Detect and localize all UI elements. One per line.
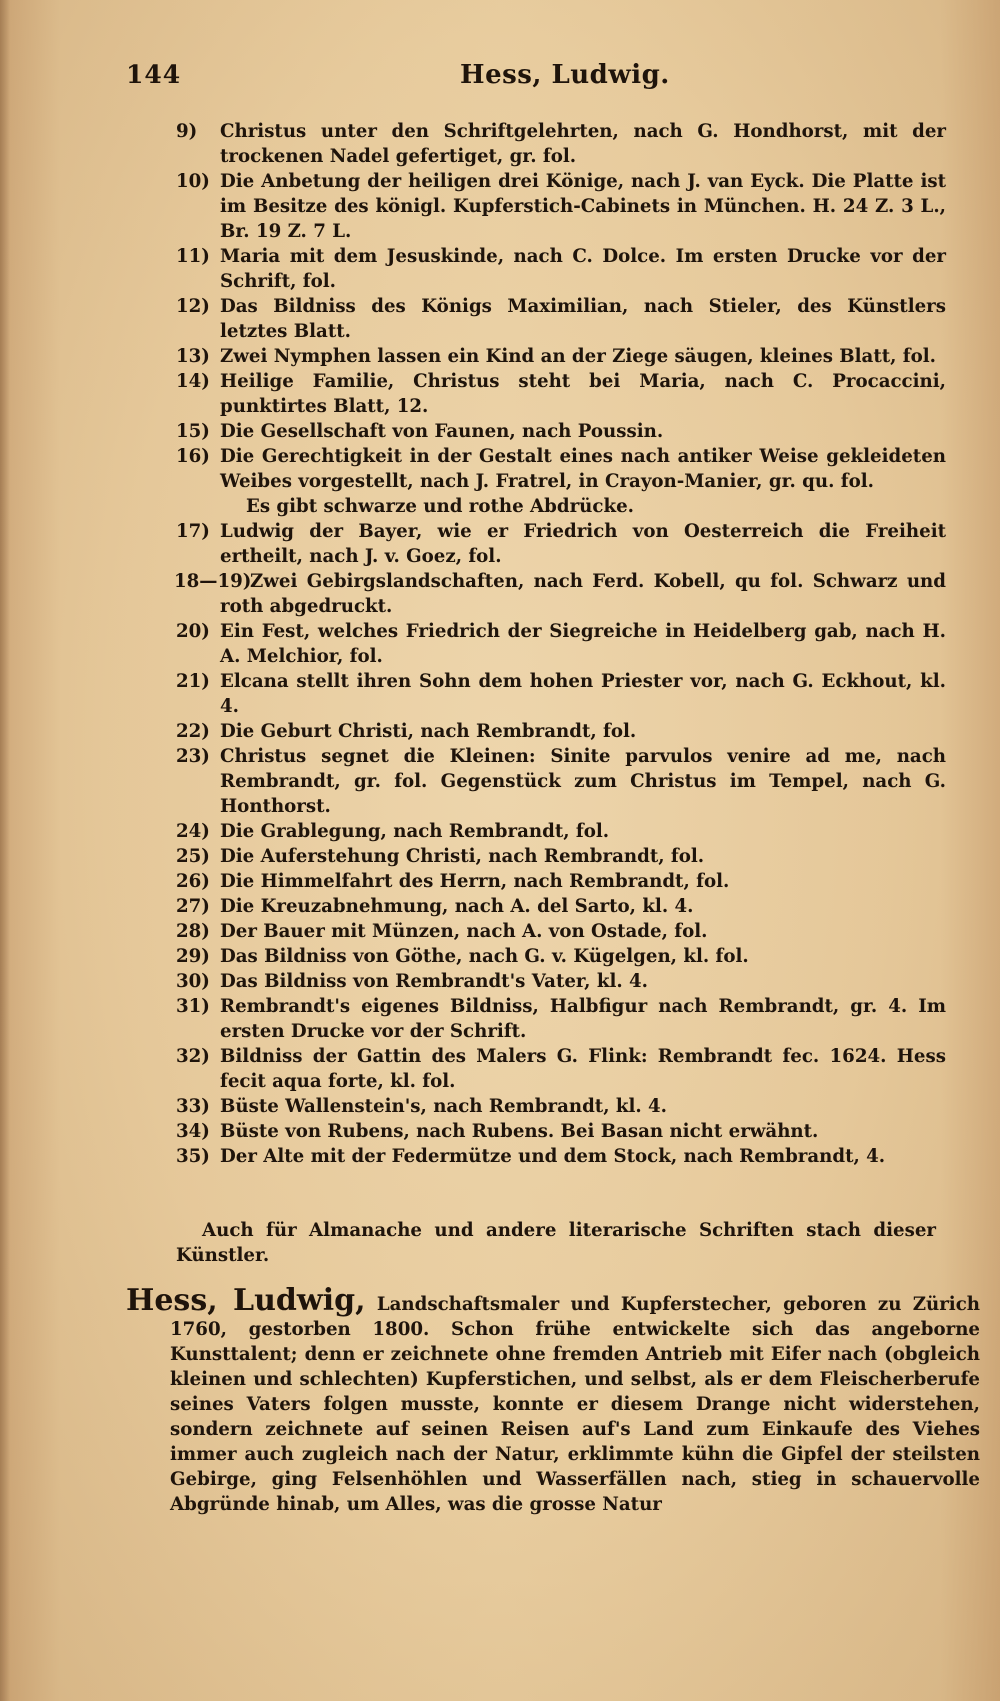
catalogue-entry bbox=[176, 369, 946, 419]
entry-text: Die Kreuzabnehmung, nach A. del Sarto, kl. 4. bbox=[220, 896, 694, 917]
entry-number: 25) bbox=[176, 846, 210, 867]
catalogue-entry bbox=[176, 1144, 946, 1169]
entry-number: 20) bbox=[176, 621, 210, 642]
entry-number: 32) bbox=[176, 1046, 210, 1067]
entry-text: Ein Fest, welches Friedrich der Siegreiche in Heidelberg gab, nach H. A. Melchior, fol. bbox=[220, 621, 946, 667]
entry-text: Die Himmelfahrt des Herrn, nach Rembrandt, fol. bbox=[220, 871, 730, 892]
running-title: Hess, Ludwig. bbox=[460, 60, 670, 90]
entry-number: 9) bbox=[176, 121, 198, 142]
catalogue-entry bbox=[176, 619, 946, 669]
entry-number: 18—19) bbox=[174, 571, 252, 592]
artist-name: Hess, Ludwig, bbox=[126, 1283, 366, 1318]
entry-text: Maria mit dem Jesuskinde, nach C. Dolce. Im ersten Drucke vor der Schrift, fol. bbox=[220, 246, 946, 292]
entry-text: Die Geburt Christi, nach Rembrandt, fol. bbox=[220, 721, 637, 742]
entry-number: 28) bbox=[176, 921, 210, 942]
entry-number: 21) bbox=[176, 671, 210, 692]
entry-number: 33) bbox=[176, 1096, 210, 1117]
entry-number: 23) bbox=[176, 746, 210, 767]
entry-text: Büste von Rubens, nach Rubens. Bei Basan nicht erwähnt. bbox=[220, 1121, 819, 1142]
catalogue-entry bbox=[176, 294, 946, 344]
entry-text: Das Bildniss von Rembrandt's Vater, kl. 4. bbox=[220, 971, 649, 992]
catalogue-entry bbox=[176, 944, 946, 969]
entry-text: Die Gesellschaft von Faunen, nach Poussin. bbox=[220, 421, 664, 442]
catalogue-entry bbox=[176, 169, 946, 244]
entry-text: Christus segnet die Kleinen: Sinite parvulos venire ad me, nach Rembrandt, gr. fol. Gegenstück zum Christus im Tempel, nach G. Honthorst. bbox=[220, 746, 946, 817]
catalogue-entry bbox=[176, 569, 946, 619]
entry-number: 15) bbox=[176, 421, 210, 442]
entry-number: 13) bbox=[176, 346, 210, 367]
catalogue-entry bbox=[176, 519, 946, 569]
entry-note: Es gibt schwarze und rothe Abdrücke. bbox=[246, 496, 634, 517]
catalogue-entry bbox=[176, 344, 946, 369]
page-number: 144 bbox=[126, 60, 182, 89]
catalogue-entry bbox=[176, 119, 946, 169]
catalogue-entry bbox=[176, 894, 946, 919]
entry-text: Zwei Nymphen lassen ein Kind an der Ziege säugen, kleines Blatt, fol. bbox=[220, 346, 936, 367]
entry-text: Büste Wallenstein's, nach Rembrandt, kl. 4. bbox=[220, 1096, 668, 1117]
catalogue-entry bbox=[176, 819, 946, 844]
entry-number: 35) bbox=[176, 1146, 210, 1167]
biography-text: Landschaftsmaler und Kupferstecher, geboren zu Zürich 1760, gestorben 1800. Schon frühe entwickelte sich das angeborne Kunsttalent; denn er zeichnete ohne fremden Antrieb mit Eifer nach (obgleich kleinen und schlechten) Kupferstichen, und selbst, als er dem Fleischerberufe seines Vaters folgen musste, konnte er diesem Drange nicht widerstehen, sondern zeichnete auf seinen Reisen auf's Land zum Einkaufe des Viehes immer auch zugleich nach der Natur, erklimmte kühn die Gipfel der steilsten Gebirge, ging Felsenhöhlen und Wasserfällen nach, stieg in schauervolle Abgründe hinab, um Alles, was die grosse Natur bbox=[170, 1294, 981, 1515]
entry-text: Christus unter den Schriftgelehrten, nach G. Hondhorst, mit der trockenen Nadel gefertiget, gr. fol. bbox=[220, 121, 946, 167]
entry-number: 24) bbox=[176, 821, 210, 842]
entry-number: 12) bbox=[176, 296, 210, 317]
entry-text: Bildniss der Gattin des Malers G. Flink: Rembrandt fec. 1624. Hess fecit aqua forte, kl. fol. bbox=[220, 1046, 946, 1092]
entry-number: 17) bbox=[176, 521, 210, 542]
catalogue-entry bbox=[176, 919, 946, 944]
entry-text: Die Gerechtigkeit in der Gestalt eines nach antiker Weise gekleideten Weibes vorgestellt, nach J. Fratrel, in Crayon-Manier, gr. qu. fol. bbox=[220, 446, 946, 492]
entry-number: 26) bbox=[176, 871, 210, 892]
catalogue-entry bbox=[176, 1094, 946, 1119]
entry-number: 30) bbox=[176, 971, 210, 992]
catalogue-entry bbox=[176, 969, 946, 994]
entry-number: 31) bbox=[176, 996, 210, 1017]
entry-text: Die Grablegung, nach Rembrandt, fol. bbox=[220, 821, 610, 842]
entry-number: 10) bbox=[176, 171, 210, 192]
biography-entry bbox=[126, 1283, 981, 1517]
catalogue-entry bbox=[176, 994, 946, 1044]
entry-number: 11) bbox=[176, 246, 210, 267]
entry-text: Das Bildniss des Königs Maximilian, nach Stieler, des Künstlers letztes Blatt. bbox=[220, 296, 946, 342]
catalogue-entry bbox=[176, 719, 946, 744]
entry-text: Die Auferstehung Christi, nach Rembrandt, fol. bbox=[220, 846, 705, 867]
catalogue-entry bbox=[176, 744, 946, 819]
closing-note: Auch für Almanache und andere literarische Schriften stach dieser Künstler. bbox=[176, 1220, 936, 1266]
entry-number: 16) bbox=[176, 446, 210, 467]
catalogue-entry bbox=[176, 444, 946, 519]
catalogue-entry bbox=[176, 869, 946, 894]
entry-number: 14) bbox=[176, 371, 210, 392]
entry-text: Das Bildniss von Göthe, nach G. v. Kügelgen, kl. fol. bbox=[220, 946, 749, 967]
catalogue-entry bbox=[176, 419, 946, 444]
page-header bbox=[126, 60, 886, 100]
entry-text: Der Alte mit der Federmütze und dem Stock, nach Rembrandt, 4. bbox=[220, 1146, 886, 1167]
entry-text: Die Anbetung der heiligen drei Könige, nach J. van Eyck. Die Platte ist im Besitze des königl. Kupferstich-Cabinets in München. H. 24 Z. 3 L., Br. 19 Z. 7 L. bbox=[220, 171, 946, 242]
entry-text: Ludwig der Bayer, wie er Friedrich von Oesterreich die Freiheit ertheilt, nach J. v. Goez, fol. bbox=[220, 521, 946, 567]
entry-text: Der Bauer mit Münzen, nach A. von Ostade, fol. bbox=[220, 921, 708, 942]
catalogue-entry bbox=[176, 844, 946, 869]
entry-text: Heilige Familie, Christus steht bei Maria, nach C. Procaccini, punktirtes Blatt, 12. bbox=[220, 371, 946, 417]
entry-text: Rembrandt's eigenes Bildniss, Halbfigur nach Rembrandt, gr. 4. Im ersten Drucke vor der Schrift. bbox=[220, 996, 946, 1042]
entry-number: 27) bbox=[176, 896, 210, 917]
entry-number: 29) bbox=[176, 946, 210, 967]
entry-text: Zwei Gebirgslandschaften, nach Ferd. Kobell, qu fol. Schwarz und roth abgedruckt. bbox=[220, 571, 946, 617]
catalogue-entry bbox=[176, 669, 946, 719]
catalogue-entry bbox=[176, 1119, 946, 1144]
catalogue-entries bbox=[176, 119, 946, 1169]
entry-number: 34) bbox=[176, 1121, 210, 1142]
entry-text: Elcana stellt ihren Sohn dem hohen Priester vor, nach G. Eckhout, kl. 4. bbox=[220, 671, 946, 717]
entry-number: 22) bbox=[176, 721, 210, 742]
catalogue-entry bbox=[176, 1044, 946, 1094]
catalogue-entry bbox=[176, 244, 946, 294]
